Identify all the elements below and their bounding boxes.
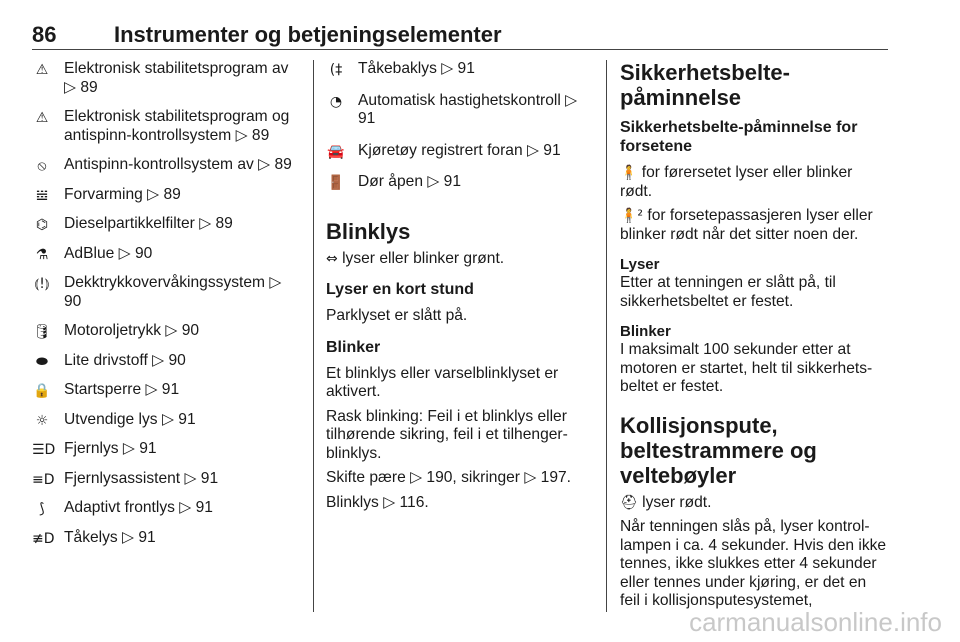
airbag-text-1: ⛑ lyser rødt. [620,493,712,511]
seatbelt-driver-icon: 🧍 [620,165,638,181]
esc-tc-icon: ⚠ [35,110,49,126]
watermark: carmanualsonline.info [689,607,942,637]
list-item [32,60,294,97]
list-item [32,156,294,175]
list-item-text: Elektronisk stabilitetsprogram og antispinn-kontrollsystem ▷ 89 [64,108,290,144]
list-item-text: Elektronisk stabilitetsprogram av ▷ 89 [64,60,289,96]
vehicle-ahead-icon: 🚘 [327,143,345,160]
high-beam-assist-icon: ≡D [32,471,55,488]
list-item [32,499,294,518]
blinker-text-4: Blinklys ▷ 116. [326,493,429,511]
list-item [32,186,294,205]
list-item [326,173,588,192]
oil-pressure-icon: 🛢 [33,324,51,340]
kort-heading: Lyser en kort stund [326,281,474,298]
list-item [326,142,588,161]
cruise-control-icon: ◔ [329,93,343,110]
lyser-text: Etter at tenningen er slått på, til sikkerhetsbeltet er festet. [620,274,836,310]
belt-text-1: 🧍 for førersetet lyser eller blinker rødt. [620,164,853,200]
page-title: Instrumenter og betjeningselementer [114,22,502,47]
list-item [32,322,294,341]
afl-icon: ⟆ [39,501,45,517]
lyser-heading: Lyser [620,256,660,273]
blinker-heading-2: Blinker [620,323,671,340]
rear-fog-icon: (‡ [329,62,343,78]
high-beam-icon: ☰D [32,442,56,458]
adblue-icon: ⚗ [35,246,49,263]
list-item [326,60,588,79]
list-item-text: Dieselpartikkelfilter ▷ 89 [64,215,233,232]
page-number: 86 [32,22,57,47]
blinklys-text: ⇔ lyser eller blinker grønt. [326,249,505,267]
esc-off-icon: ⚠ [35,62,49,78]
column-divider-2 [606,60,607,612]
seatbelt-passenger-icon: 🧍² [620,208,644,224]
preheat-icon: 𝍂 [35,187,49,204]
list-item [32,352,294,371]
immobiliser-icon: 🔒 [33,383,51,399]
list-item [32,529,294,548]
blinker-text-2: Rask blinking: Feil i et blinklys eller tilhørende sikring, feil i et tilhenger-blinklys. [326,407,568,462]
list-item-text: Adaptivt frontlys ▷ 91 [64,499,213,516]
header-rule [32,49,888,50]
list-item-text: Utvendige lys ▷ 91 [64,410,196,428]
list-item [326,92,588,129]
list-item-text: Motoroljetrykk ▷ 90 [64,322,200,339]
blinker-text-1: Et blinklys eller varselblinklyset er aktivert. [326,364,559,400]
airbag-heading: Kollisjonspute, beltestrammere og veltebøyler [620,412,817,488]
airbag-icon: ⛑ [620,494,638,511]
tpms-icon: ⦅!⦆ [34,276,50,292]
column-divider-1 [313,60,314,612]
list-item [32,470,294,489]
belt-text-2: 🧍² for forsetepassasjeren lyser eller blinker rødt når det sitter noen der. [620,207,873,243]
low-fuel-icon: ⬬ [36,353,48,370]
list-item [32,440,294,459]
list-item-text: Fjernlysassistent ▷ 91 [64,469,219,487]
fog-light-icon: ≢D [32,530,55,547]
list-item-text: Startsperre ▷ 91 [64,381,180,398]
airbag-text-2: Når tenningen slås på, lyser kontrol-lampen i ca. 4 sekunder. Hvis den ikke tennes, ikke slukkes etter 4 sekunder eller tennes under kjøring, er det en feil i kollisjonsputesystemet, [620,518,887,609]
list-item-text: Kjøretøy registrert foran ▷ 91 [358,141,561,159]
list-item [32,215,294,234]
list-item-text: Forvarming ▷ 89 [64,185,181,203]
list-item-text: Fjernlys ▷ 91 [64,440,157,457]
dpf-icon: ⌬ [35,217,49,233]
belt-heading: Sikkerhetsbelte-påminnelse [620,60,790,110]
list-item [32,411,294,430]
column-2 [326,60,588,512]
list-item [32,245,294,264]
column-3 [620,60,888,611]
column-1 [32,60,294,558]
list-item-text: Automatisk hastighetskontroll ▷ 91 [358,91,578,127]
list-item-text: Antispinn-kontrollsystem av ▷ 89 [64,156,292,173]
turn-signal-icon: ⇔ [326,250,338,267]
list-item-text: Dekktrykkovervåkingssystem ▷ 90 [64,274,282,310]
list-item-text: Lite drivstoff ▷ 90 [64,351,186,369]
blinker-text-col3: I maksimalt 100 sekunder etter at motoren er startet, helt til sikkerhets-beltet er festet. [620,341,873,395]
list-item [32,108,294,145]
list-item [32,381,294,400]
blinklys-heading: Blinklys [326,218,411,244]
belt-subheading: Sikkerhetsbelte-påminnelse for forsetene [620,119,858,155]
list-item-text: Tåkelys ▷ 91 [64,528,156,546]
page-header [32,8,888,47]
kort-text: Parklyset er slått på. [326,307,468,324]
list-item-text: AdBlue ▷ 90 [64,244,153,262]
door-open-icon: 🚪 [327,175,345,191]
blinker-heading: Blinker [326,338,381,356]
exterior-lights-icon: ☼ [35,412,49,429]
tc-off-icon: ⦸ [37,158,47,174]
list-item [32,274,294,311]
blinker-text-3: Skifte pære ▷ 190, sikringer ▷ 197. [326,469,572,486]
list-item-text: Tåkebaklys ▷ 91 [358,60,475,77]
list-item-text: Dør åpen ▷ 91 [358,173,462,190]
